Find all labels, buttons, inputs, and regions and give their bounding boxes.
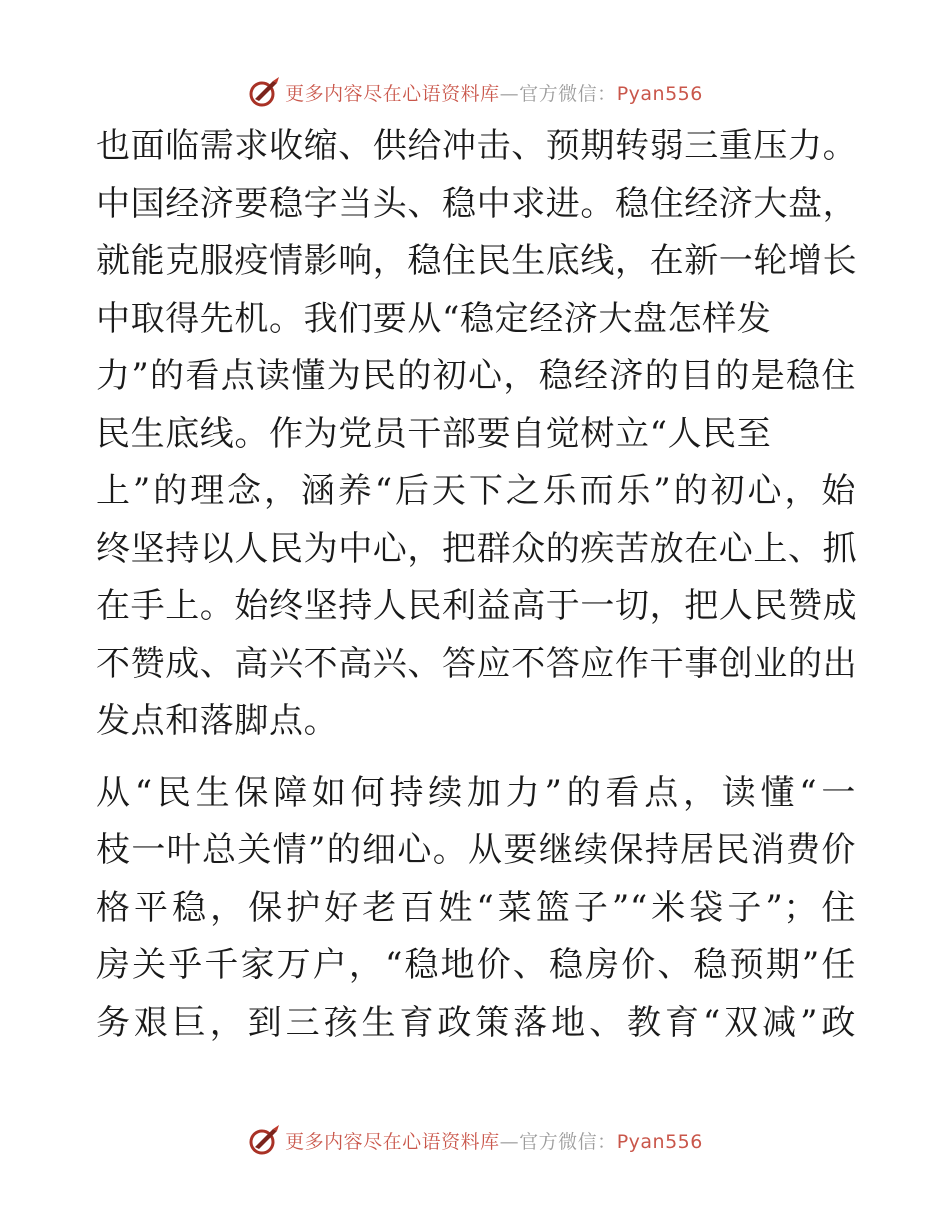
text-line: 发点和落脚点。 xyxy=(96,701,339,741)
paragraph xyxy=(96,118,856,751)
text-line: 就能克服疫情影响，稳住民生底线，在新一轮增长 xyxy=(96,241,858,281)
text-line: 格平稳，保护好老百姓“菜篮子”“米袋子”；住 xyxy=(96,887,856,928)
text-line: 在手上。始终坚持人民利益高于一切，把人民赞成 xyxy=(96,586,858,626)
text-line: 中国经济要稳字当头、稳中求进。稳住经济大盘， xyxy=(96,183,858,224)
footer-watermark xyxy=(0,1120,950,1160)
text-line: 也面临需求收缩、供给冲击、预期转弱三重压力。 xyxy=(96,126,858,166)
quill-logo-icon xyxy=(247,1123,281,1157)
text-line: 力”的看点读懂为民的初心，稳经济的目的是稳住 xyxy=(96,356,856,396)
text-line: 从“民生保障如何持续加力”的看点，读懂“一 xyxy=(96,772,856,813)
paragraph-gap xyxy=(96,751,856,765)
text-line: 终坚持以人民为中心，把群众的疾苦放在心上、抓 xyxy=(96,528,858,569)
text-line: 上”的理念，涵养“后天下之乐而乐”的初心，始 xyxy=(96,471,856,511)
text-line: 不赞成、高兴不高兴、答应不答应作干事创业的出 xyxy=(96,643,858,684)
text-line: 枝一叶总关情”的细心。从要继续保持居民消费价 xyxy=(96,830,856,870)
document-body xyxy=(96,118,856,1052)
text-line: 中取得先机。我们要从“稳定经济大盘怎样发 xyxy=(96,298,772,339)
text-line: 房关乎千家万户，“稳地价、稳房价、稳预期”任 xyxy=(96,945,856,985)
watermark-text: 更多内容尽在心语资料库—官方微信：Pyan556 xyxy=(285,1130,703,1153)
quill-logo-icon xyxy=(247,75,281,109)
text-line: 务艰巨，到三孩生育政策落地、教育“双减”政 xyxy=(96,1002,856,1043)
watermark-text: 更多内容尽在心语资料库—官方微信：Pyan556 xyxy=(285,82,703,105)
text-line: 民生底线。作为党员干部要自觉树立“人民至 xyxy=(96,413,772,454)
paragraph xyxy=(96,765,856,1053)
header-watermark xyxy=(0,72,950,112)
